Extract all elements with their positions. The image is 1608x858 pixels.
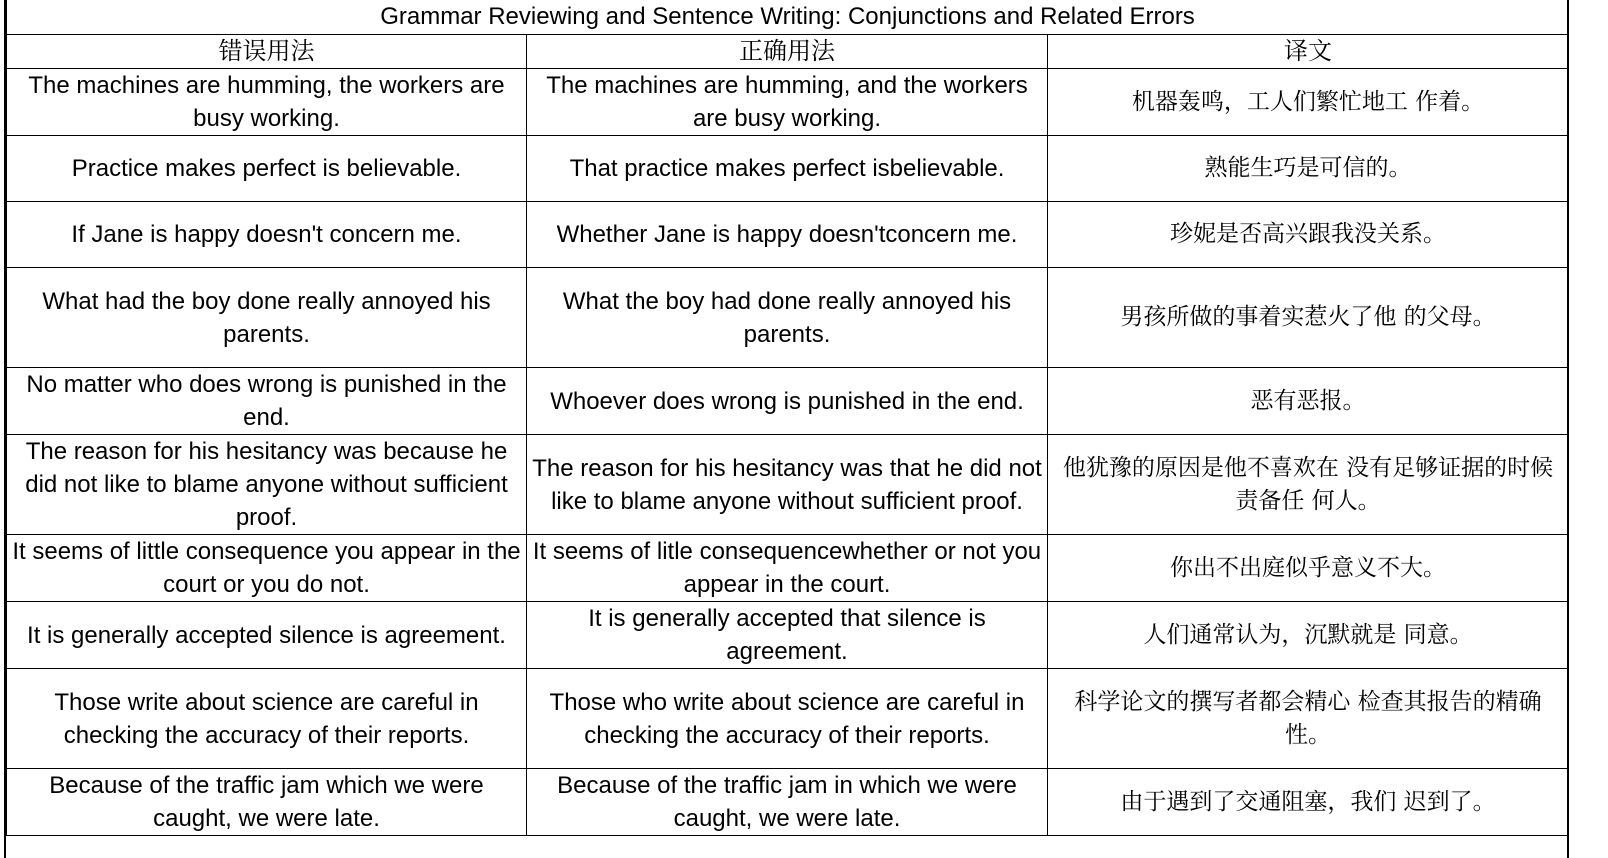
correct-usage-cell[interactable]: The machines are humming, and the workers are busy working. xyxy=(527,69,1048,136)
correct-usage-cell[interactable]: Because of the traffic jam in which we were caught, we were late. xyxy=(527,769,1048,836)
wrong-usage-cell[interactable]: Because of the traffic jam which we were caught, we were late. xyxy=(7,769,527,836)
correct-usage-cell[interactable]: That practice makes perfect isbelievable. xyxy=(527,136,1048,202)
wrong-usage-cell[interactable]: The reason for his hesitancy was because he did not like to blame anyone without sufficient proof. xyxy=(7,435,527,535)
table-row xyxy=(7,268,1569,368)
header-correct-usage[interactable]: 正确用法 xyxy=(527,35,1048,69)
table-row xyxy=(7,368,1569,435)
wrong-usage-cell[interactable]: It is generally accepted silence is agreement. xyxy=(7,602,527,669)
translation-cell[interactable]: 他犹豫的原因是他不喜欢在 没有足够证据的时候责备任 何人。 xyxy=(1048,435,1569,535)
table-row xyxy=(7,669,1569,769)
translation-cell[interactable]: 由于遇到了交通阻塞，我们 迟到了。 xyxy=(1048,769,1569,836)
table-row xyxy=(7,202,1569,268)
header-translation[interactable]: 译文 xyxy=(1048,35,1569,69)
table-title[interactable]: Grammar Reviewing and Sentence Writing: Conjunctions and Related Errors xyxy=(7,0,1569,35)
table-row xyxy=(7,535,1569,602)
correct-usage-cell[interactable]: What the boy had done really annoyed his parents. xyxy=(527,268,1048,368)
translation-cell[interactable]: 你出不出庭似乎意义不大。 xyxy=(1048,535,1569,602)
table-row xyxy=(7,769,1569,836)
correct-usage-cell[interactable]: Those who write about science are careful in checking the accuracy of their reports. xyxy=(527,669,1048,769)
table-row xyxy=(7,69,1569,136)
translation-cell[interactable]: 珍妮是否高兴跟我没关系。 xyxy=(1048,202,1569,268)
wrong-usage-cell[interactable]: It seems of little consequence you appear in the court or you do not. xyxy=(7,535,527,602)
translation-cell[interactable]: 熟能生巧是可信的。 xyxy=(1048,136,1569,202)
table-row xyxy=(7,602,1569,669)
wrong-usage-cell[interactable]: Practice makes perfect is believable. xyxy=(7,136,527,202)
correct-usage-cell[interactable]: It seems of litle consequencewhether or not you appear in the court. xyxy=(527,535,1048,602)
wrong-usage-cell[interactable]: If Jane is happy doesn't concern me. xyxy=(7,202,527,268)
translation-cell[interactable]: 恶有恶报。 xyxy=(1048,368,1569,435)
wrong-usage-cell[interactable]: What had the boy done really annoyed his parents. xyxy=(7,268,527,368)
translation-cell[interactable]: 人们通常认为，沉默就是 同意。 xyxy=(1048,602,1569,669)
translation-cell[interactable]: 机器轰鸣，工人们繁忙地工 作着。 xyxy=(1048,69,1569,136)
title-row xyxy=(7,0,1569,35)
wrong-usage-cell[interactable]: Those write about science are careful in checking the accuracy of their reports. xyxy=(7,669,527,769)
wrong-usage-cell[interactable]: The machines are humming, the workers are busy working. xyxy=(7,69,527,136)
grammar-table xyxy=(6,0,1569,836)
spreadsheet-sheet xyxy=(4,0,1566,858)
correct-usage-cell[interactable]: Whether Jane is happy doesn'tconcern me. xyxy=(527,202,1048,268)
wrong-usage-cell[interactable]: No matter who does wrong is punished in the end. xyxy=(7,368,527,435)
header-wrong-usage[interactable]: 错误用法 xyxy=(7,35,527,69)
correct-usage-cell[interactable]: Whoever does wrong is punished in the end. xyxy=(527,368,1048,435)
table-row xyxy=(7,435,1569,535)
correct-usage-cell[interactable]: The reason for his hesitancy was that he did not like to blame anyone without sufficient proof. xyxy=(527,435,1048,535)
correct-usage-cell[interactable]: It is generally accepted that silence is agreement. xyxy=(527,602,1048,669)
table-row xyxy=(7,136,1569,202)
translation-cell[interactable]: 科学论文的撰写者都会精心 检查其报告的精确性。 xyxy=(1048,669,1569,769)
translation-cell[interactable]: 男孩所做的事着实惹火了他 的父母。 xyxy=(1048,268,1569,368)
header-row xyxy=(7,35,1569,69)
